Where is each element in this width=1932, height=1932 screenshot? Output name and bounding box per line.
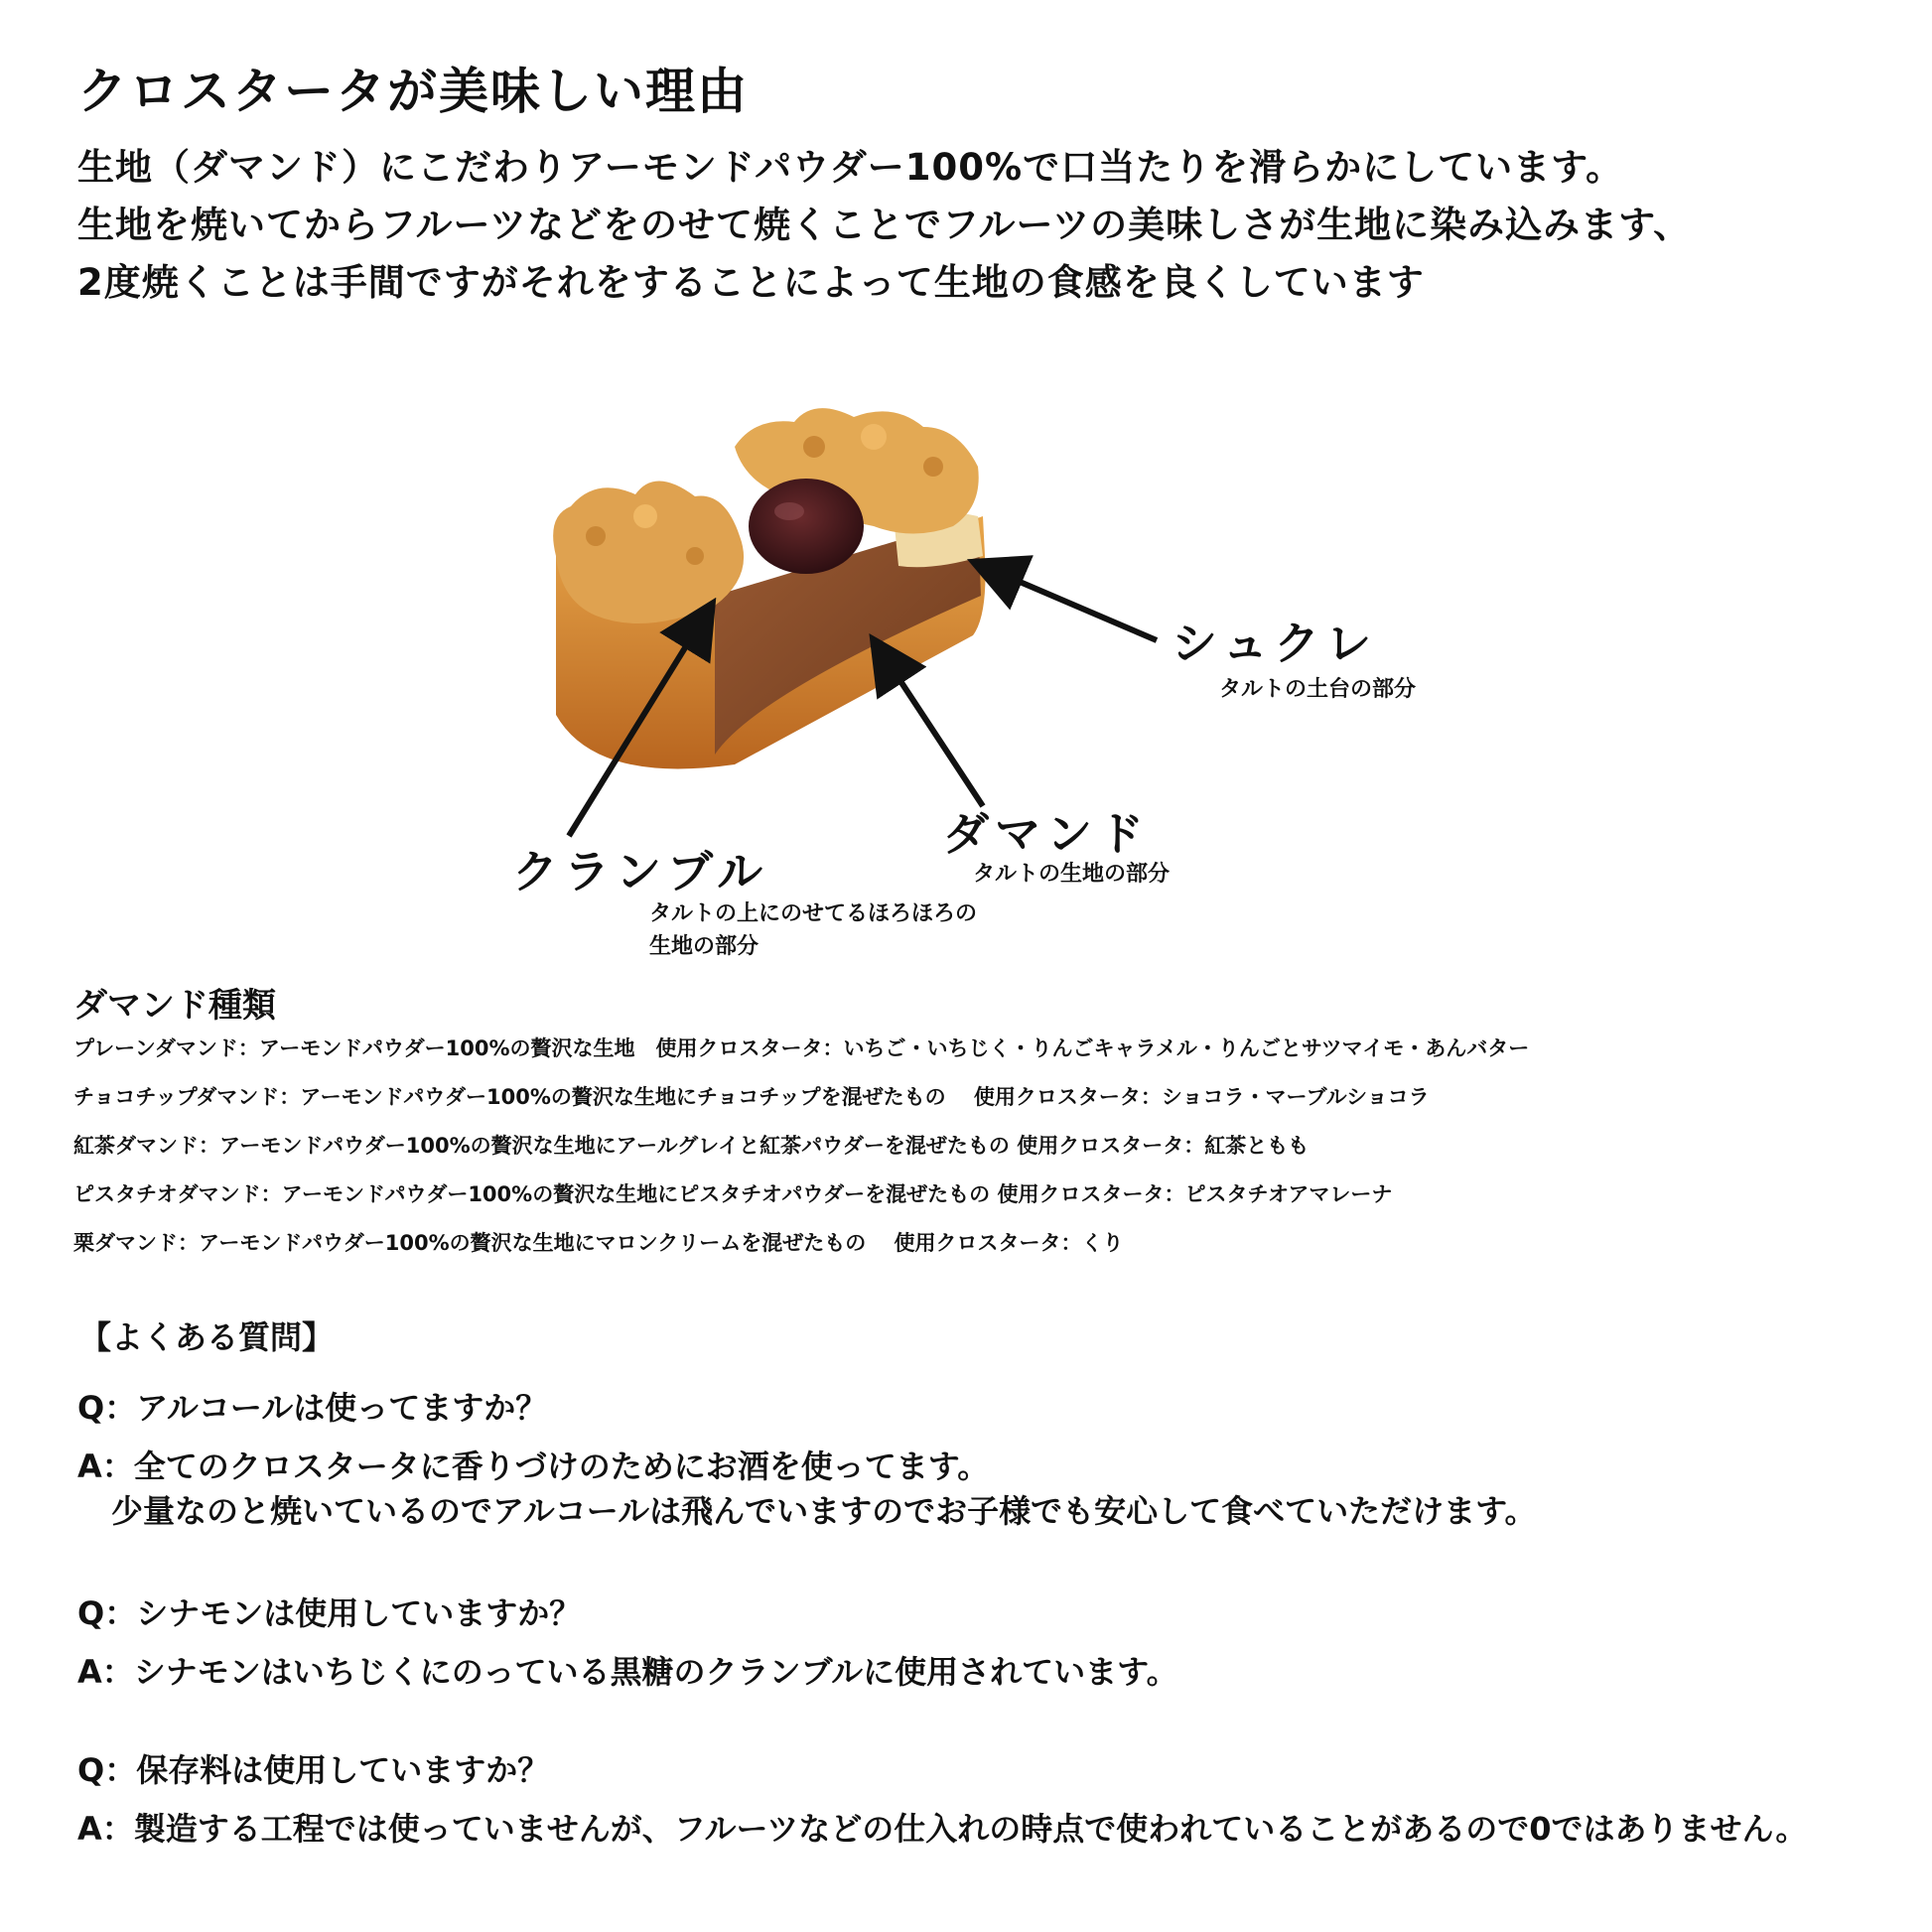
type-row-tea: 紅茶ダマンド：アーモンドパウダー100%の贅沢な生地にアールグレイと紅茶パウダーを混ぜたもの 使用クロスタータ：紅茶ともも [73,1134,1310,1158]
intro-line-1: 生地（ダマンド）にこだわりアーモンドパウダー100%で口当たりを滑らかにしています。 [77,146,1624,189]
label-damando: ダマンド [943,807,1150,861]
desc-crumble-1: タルトの上にのせてるほろほろの [649,901,978,926]
label-crumble: クランブル [512,845,769,898]
faq-question-3: Q：保存料は使用していますか？ [77,1751,550,1789]
faq-question-2: Q：シナモンは使用していますか？ [77,1594,582,1632]
faq-answer-1-line-2: 少量なのと焼いているのでアルコールは飛んでいますのでお子様でも安心して食べていただけます。 [111,1492,1537,1530]
page-title: クロスタータが美味しい理由 [77,63,749,120]
faq-answer-2: A：シナモンはいちじくにのっている黒糖のクランブルに使用されています。 [77,1653,1178,1691]
type-row-pistachio: ピスタチオダマンド：アーモンドパウダー100%の贅沢な生地にピスタチオパウダーを混ぜたもの 使用クロスタータ：ピスタチオアマレーナ [73,1182,1393,1206]
faq-answer-1-line-1: A：全てのクロスタータに香りづけのためにお酒を使ってます。 [77,1448,990,1485]
faq-question-1: Q：アルコールは使ってますか？ [77,1389,548,1427]
intro-line-3: 2度焼くことは手間ですがそれをすることによって生地の食感を良くしています [77,261,1425,304]
arrow-damando [876,643,983,806]
arrow-shukure [978,564,1157,640]
type-row-chocochip: チョコチップダマンド：アーモンドパウダー100%の贅沢な生地にチョコチップを混ぜたもの 使用クロスタータ：ショコラ・マーブルショコラ [73,1085,1430,1109]
desc-shukure: タルトの土台の部分 [1219,677,1417,702]
intro-line-2: 生地を焼いてからフルーツなどをのせて焼くことでフルーツの美味しさが生地に染み込みます、 [77,204,1692,246]
label-shukure: シュクレ [1172,617,1378,670]
desc-crumble-2: 生地の部分 [649,934,759,959]
type-row-chestnut: 栗ダマンド：アーモンドパウダー100%の贅沢な生地にマロンクリームを混ぜたもの 使用クロスタータ：くり [73,1231,1124,1255]
desc-damando: タルトの生地の部分 [973,862,1171,887]
faq-answer-3: A：製造する工程では使っていませんが、フルーツなどの仕入れの時点で使われていることがあるので0ではありません。 [77,1810,1808,1848]
types-heading: ダマンド種類 [73,986,276,1026]
type-row-plain: プレーンダマンド：アーモンドパウダー100%の贅沢な生地 使用クロスタータ：いちご・いちじく・りんごキャラメル・りんごとサツマイモ・あんバター [73,1036,1530,1060]
faq-heading: 【よくある質問】 [79,1318,335,1356]
